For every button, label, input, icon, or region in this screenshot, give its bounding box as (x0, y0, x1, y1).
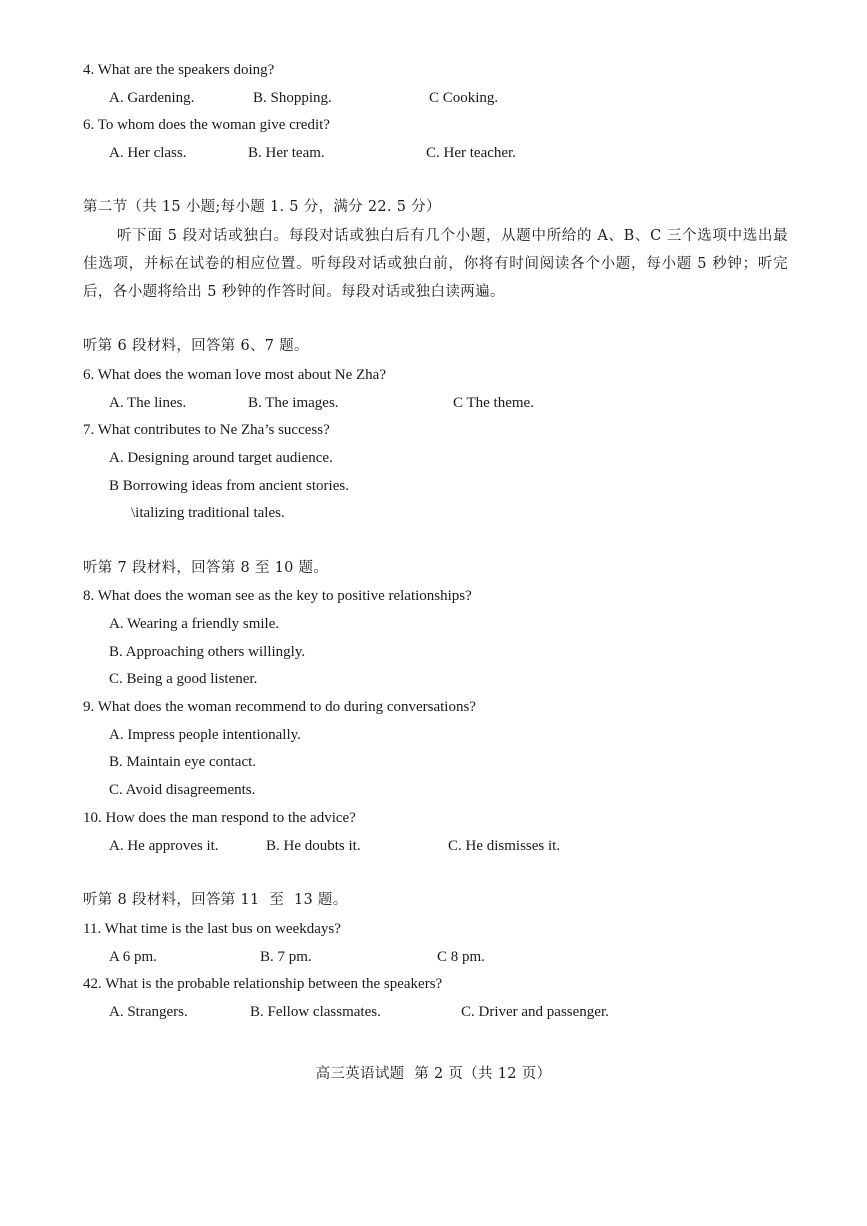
option-c: C. He dismisses it. (448, 838, 561, 854)
section-instructions: 听下面 5 段对话或独白。每段对话或独白后有几个小题，从题中所给的 A、B、C 三个选项中选出最佳选项，并标在试卷的相应位置。听每段对话或独白前，你将有时间阅读各个小题，每小题 5 秒钟；听完后，各小题将给出 5 秒钟的作答时间。每段对话或独白读两遍。 (83, 228, 788, 300)
option-b: B. The images. (248, 395, 339, 411)
option-a: A 6 pm. (109, 949, 157, 965)
page-footer: 高三英语试题 第 2 页（共 12 页） (315, 1066, 552, 1082)
question-stem: 9. What does the woman recommend to do during conversations? (83, 699, 476, 715)
question-stem: 11. What time is the last bus on weekdays? (83, 921, 341, 937)
question-stem: 6. To whom does the woman give credit? (83, 117, 330, 133)
option-a: A. He approves it. (109, 838, 219, 854)
option-b: B. Her team. (248, 145, 325, 161)
option-a: A. Designing around target audience. (109, 450, 333, 466)
option-a: A. Wearing a friendly smile. (109, 616, 280, 632)
question-stem: 6. What does the woman love most about Ne Zha? (83, 367, 386, 383)
option-a: A. Strangers. (109, 1004, 188, 1020)
question-stem: 8. What does the woman see as the key to positive relationships? (83, 588, 472, 604)
option-b: B Borrowing ideas from ancient stories. (109, 478, 349, 494)
group-label: 听第 6 段材料，回答第 6、7 题。 (83, 338, 309, 354)
question-stem: 42. What is the probable relationship between the speakers? (83, 976, 443, 992)
group-label: 听第 7 段材料，回答第 8 至 10 题。 (83, 560, 329, 576)
option-c: C. Avoid disagreements. (109, 782, 256, 798)
option-b: B. Approaching others willingly. (109, 644, 306, 660)
option-b: B. 7 pm. (260, 949, 312, 965)
option-c: C. Being a good listener. (109, 671, 258, 687)
option-b: B. Maintain eye contact. (109, 754, 257, 770)
option-c: \italizing traditional tales. (131, 505, 285, 521)
question-stem: 7. What contributes to Ne Zha’s success? (83, 422, 330, 438)
option-a: A. The lines. (109, 395, 187, 411)
question-stem: 10. How does the man respond to the advice? (83, 810, 356, 826)
question-stem: 4. What are the speakers doing? (83, 62, 275, 78)
option-c: C Cooking. (429, 90, 499, 106)
option-a: A. Her class. (109, 145, 187, 161)
option-c: C. Driver and passenger. (461, 1004, 609, 1020)
option-b: B. Shopping. (253, 90, 332, 106)
section-heading: 第二节（共 15 小题;每小题 1. 5 分，满分 22. 5 分） (83, 199, 441, 215)
option-a: A. Gardening. (109, 90, 195, 106)
group-label: 听第 8 段材料，回答第 11 至 13 题。 (83, 892, 348, 908)
option-a: A. Impress people intentionally. (109, 727, 301, 743)
option-c: C. Her teacher. (426, 145, 516, 161)
option-b: B. He doubts it. (266, 838, 361, 854)
option-b: B. Fellow classmates. (250, 1004, 381, 1020)
option-c: C The theme. (453, 395, 534, 411)
option-c: C 8 pm. (437, 949, 485, 965)
